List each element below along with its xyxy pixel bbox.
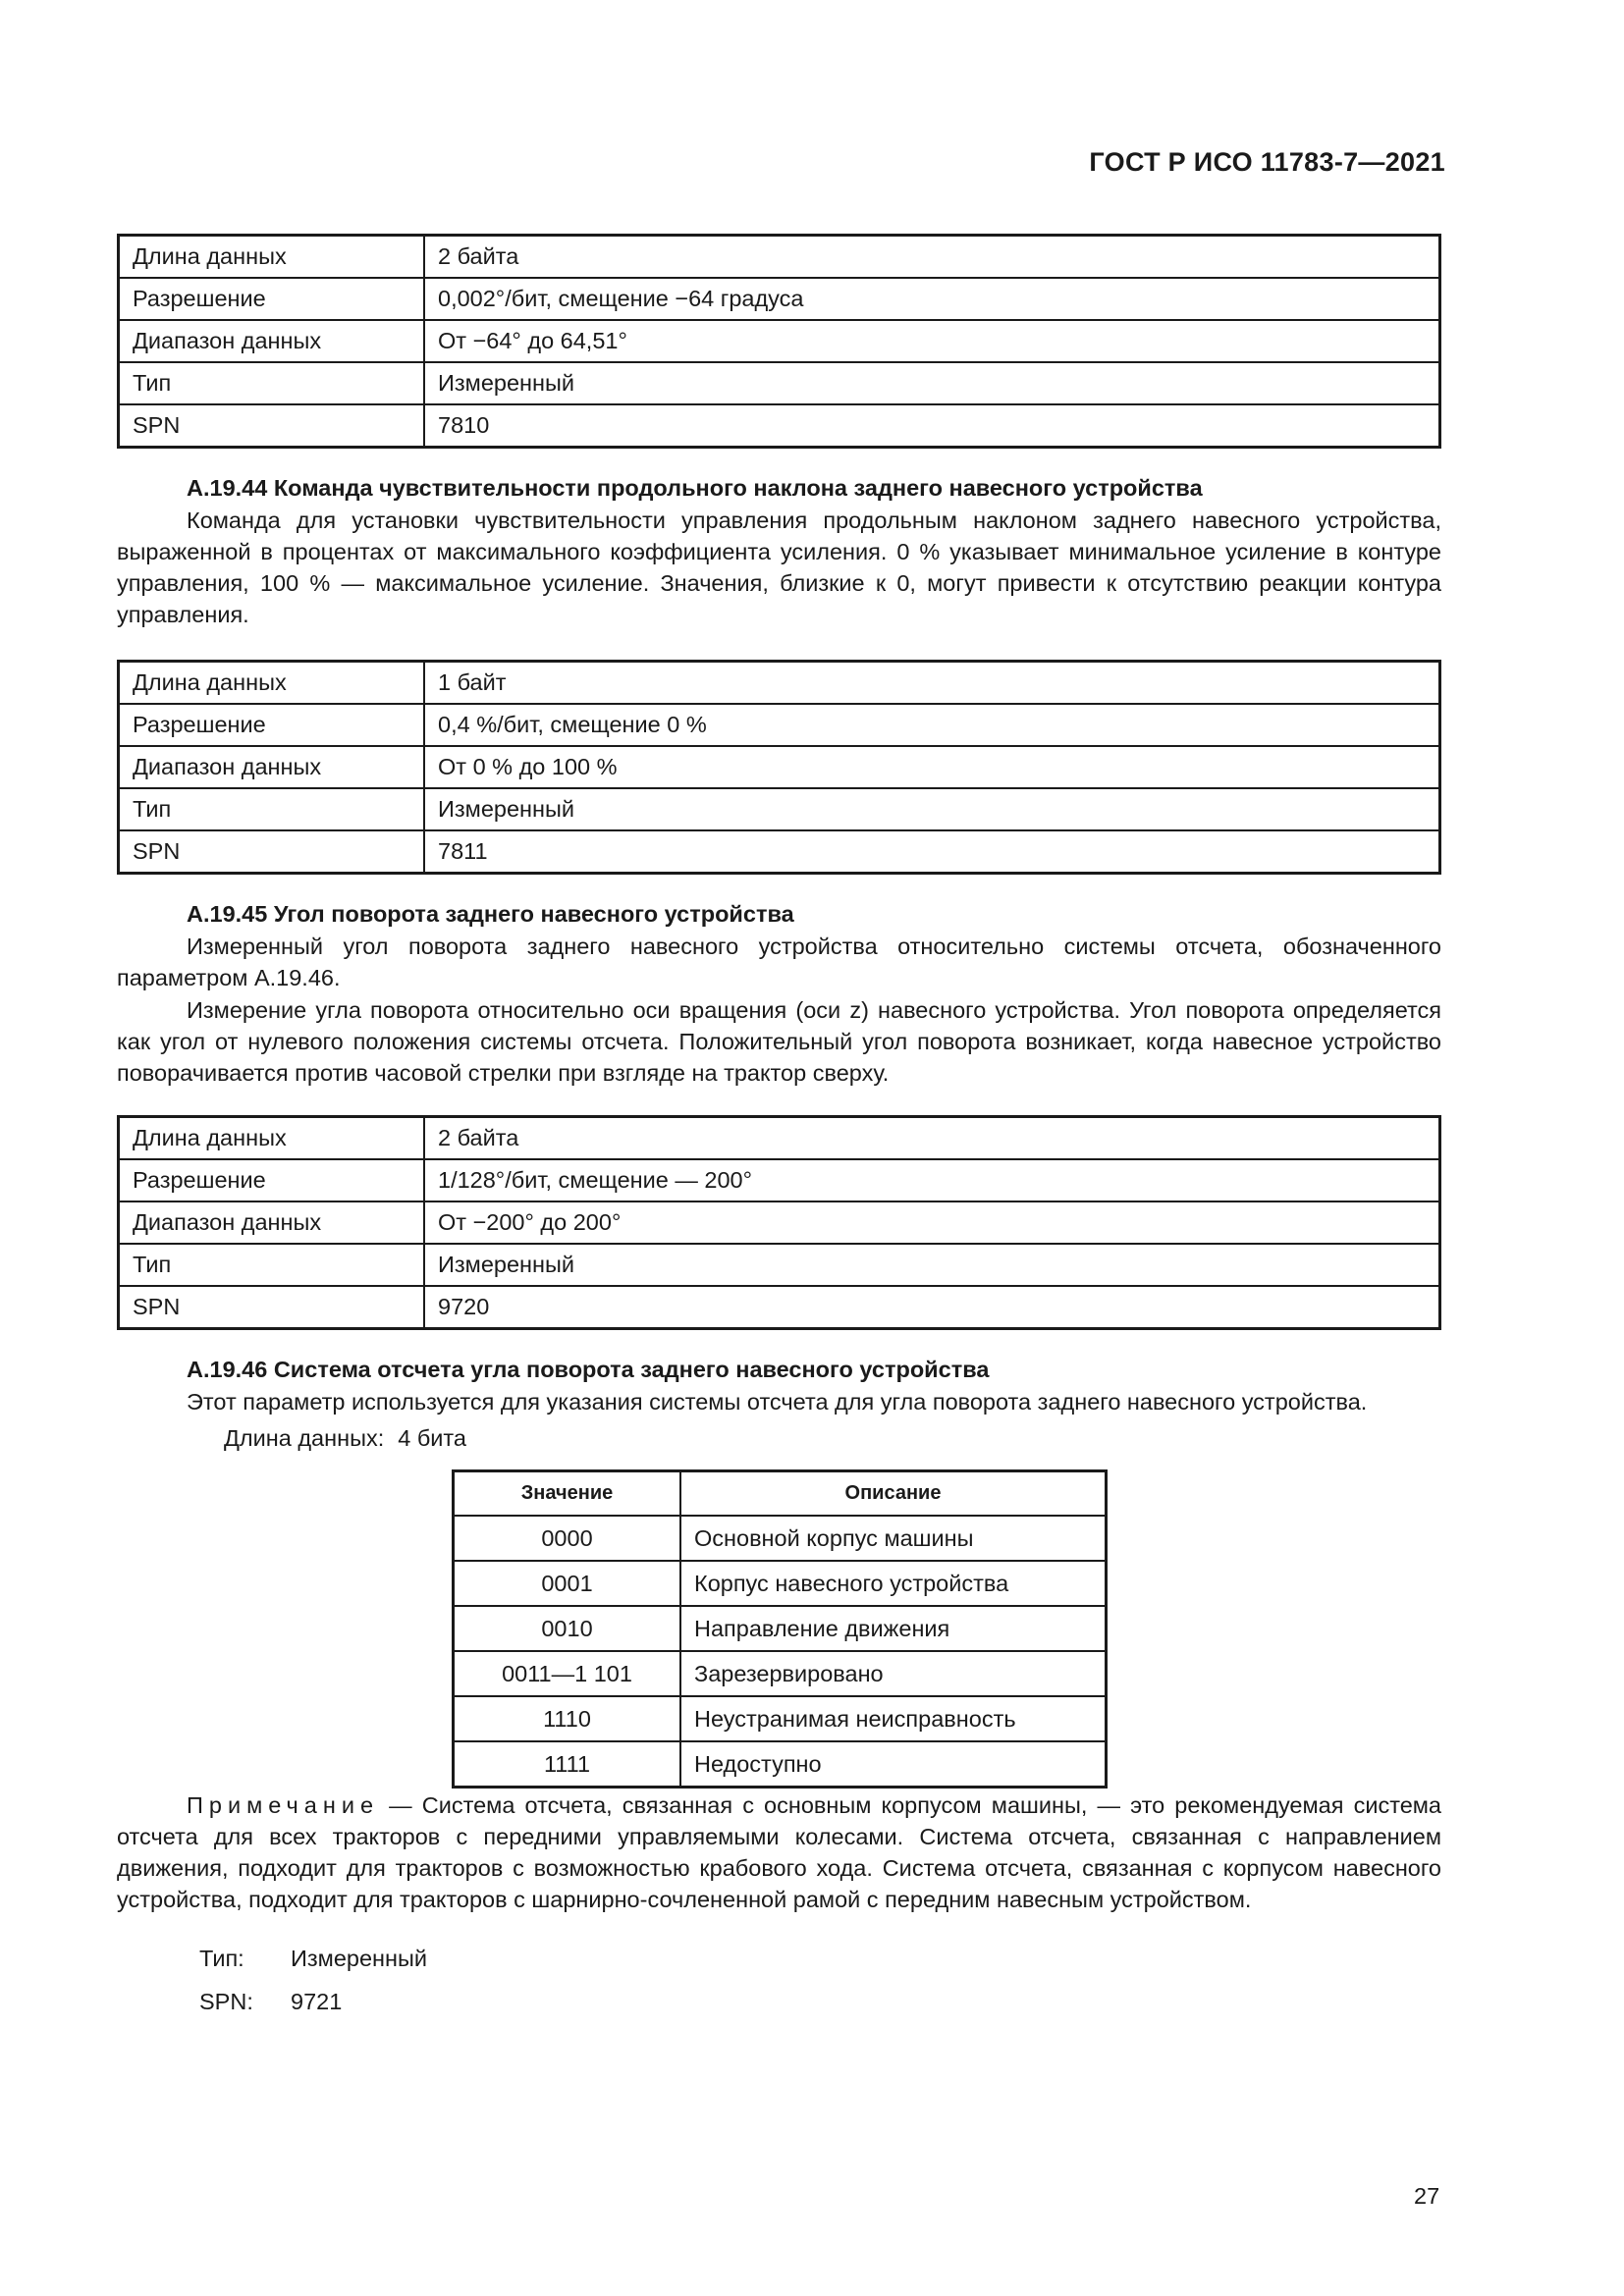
section-a19-45-text-2: Измерение угла поворота относительно оси вращения (оси z) навесного устройства. Угол поворота определяется как угол от нулевого положения системы отсчета. Положительный угол поворота возникает, когда навесное устройство поворачивается против часовой стрелки при взгляде на трактор сверху. bbox=[117, 997, 1441, 1086]
type-line bbox=[199, 1946, 427, 1972]
description-cell: Зарезервировано bbox=[680, 1651, 1107, 1696]
spn-label: SPN: bbox=[199, 1989, 253, 2014]
note-paragraph bbox=[117, 1789, 1441, 1915]
table-row bbox=[119, 1117, 1440, 1160]
parameter-table-1 bbox=[117, 234, 1441, 449]
description-cell: Корпус навесного устройства bbox=[680, 1561, 1107, 1606]
reference-system-codes-table bbox=[452, 1469, 1108, 1789]
data-length-line bbox=[224, 1425, 466, 1452]
table-row bbox=[454, 1651, 1107, 1696]
spn-line bbox=[199, 1989, 342, 2015]
section-a19-45-text-1: Измеренный угол поворота заднего навесного устройства относительно системы отсчета, обозначенного параметром А.19.46. bbox=[117, 934, 1441, 990]
type-value: Измеренный bbox=[291, 1946, 428, 1971]
table-row bbox=[119, 662, 1440, 705]
table-cell-label: Тип bbox=[119, 1244, 425, 1286]
table-cell-value: 7810 bbox=[424, 404, 1440, 448]
description-cell: Неустранимая неисправность bbox=[680, 1696, 1107, 1741]
table-cell-value: 1 байт bbox=[424, 662, 1440, 705]
table-cell-label: Разрешение bbox=[119, 278, 425, 320]
table-row bbox=[119, 404, 1440, 448]
table-cell-value: 7811 bbox=[424, 830, 1440, 874]
table-cell-label: Тип bbox=[119, 788, 425, 830]
code-cell: 0011—1 101 bbox=[454, 1651, 681, 1696]
data-length-label: Длина данных: bbox=[224, 1425, 385, 1451]
description-cell: Направление движения bbox=[680, 1606, 1107, 1651]
table-cell-value: Измеренный bbox=[424, 1244, 1440, 1286]
type-label: Тип: bbox=[199, 1946, 244, 1971]
table-row bbox=[119, 704, 1440, 746]
page-number: 27 bbox=[1414, 2183, 1440, 2209]
table-row bbox=[454, 1696, 1107, 1741]
section-a19-44-text: Команда для установки чувствительности управления продольным наклоном заднего навесного устройства, выраженной в процентах от максимального коэффициента усиления. 0 % указывает минимальное усиление в контуре управления, 100 % — максимальное усиление. Значения, близкие к 0, могут привести к отсутствию реакции контура управления. bbox=[117, 507, 1441, 627]
table-cell-label: Диапазон данных bbox=[119, 320, 425, 362]
table-row bbox=[119, 362, 1440, 404]
table-cell-label: Тип bbox=[119, 362, 425, 404]
table-cell-value: 9720 bbox=[424, 1286, 1440, 1329]
table-row bbox=[119, 1201, 1440, 1244]
table-row bbox=[119, 236, 1440, 279]
table-cell-value: Измеренный bbox=[424, 788, 1440, 830]
table-cell-label: SPN bbox=[119, 404, 425, 448]
table-row bbox=[119, 278, 1440, 320]
document-id-header: ГОСТ Р ИСО 11783-7—2021 bbox=[1089, 147, 1445, 177]
code-cell: 0001 bbox=[454, 1561, 681, 1606]
note-label: Примечание bbox=[187, 1792, 380, 1818]
code-cell: 0000 bbox=[454, 1516, 681, 1561]
column-header-code: Значение bbox=[454, 1471, 681, 1517]
table-cell-label: SPN bbox=[119, 830, 425, 874]
table-cell-value: 2 байта bbox=[424, 236, 1440, 279]
table-header-row bbox=[454, 1471, 1107, 1517]
table-row bbox=[119, 788, 1440, 830]
table-cell-value: 0,002°/бит, смещение −64 градуса bbox=[424, 278, 1440, 320]
table-cell-label: Длина данных bbox=[119, 1117, 425, 1160]
table-cell-value: 0,4 %/бит, смещение 0 % bbox=[424, 704, 1440, 746]
section-title-a19-44: А.19.44 Команда чувствительности продольного наклона заднего навесного устройства bbox=[187, 475, 1203, 501]
data-length-value: 4 бита bbox=[398, 1425, 467, 1451]
table-row bbox=[454, 1561, 1107, 1606]
table-cell-label: Разрешение bbox=[119, 704, 425, 746]
table-row bbox=[119, 1159, 1440, 1201]
spn-value: 9721 bbox=[291, 1989, 343, 2014]
table-cell-label: Разрешение bbox=[119, 1159, 425, 1201]
note-text: — Система отсчета, связанная с основным корпусом машины, — это рекомендуемая система отсчета для всех тракторов с передними управляемыми колесами. Система отсчета, связанная с направлением движения, подходит для тракторов с возможностью крабового хода. Система отсчета, связанная с корпусом навесного устройства, подходит для тракторов с шарнирно-сочлененной рамой с передним навесным устройством. bbox=[117, 1792, 1441, 1912]
table-cell-label: Длина данных bbox=[119, 236, 425, 279]
table-row bbox=[119, 746, 1440, 788]
table-cell-value: 1/128°/бит, смещение — 200° bbox=[424, 1159, 1440, 1201]
section-a19-46-text: Этот параметр используется для указания системы отсчета для угла поворота заднего навесного устройства. bbox=[187, 1389, 1368, 1415]
table-cell-value: От 0 % до 100 % bbox=[424, 746, 1440, 788]
table-cell-label: Диапазон данных bbox=[119, 746, 425, 788]
section-title-a19-45: А.19.45 Угол поворота заднего навесного устройства bbox=[187, 901, 794, 927]
table-cell-value: 2 байта bbox=[424, 1117, 1440, 1160]
table-cell-label: Длина данных bbox=[119, 662, 425, 705]
column-header-description: Описание bbox=[680, 1471, 1107, 1517]
table-cell-value: От −200° до 200° bbox=[424, 1201, 1440, 1244]
code-cell: 1110 bbox=[454, 1696, 681, 1741]
table-cell-value: Измеренный bbox=[424, 362, 1440, 404]
table-cell-value: От −64° до 64,51° bbox=[424, 320, 1440, 362]
section-title-a19-46: А.19.46 Система отсчета угла поворота заднего навесного устройства bbox=[187, 1357, 990, 1382]
table-row bbox=[454, 1606, 1107, 1651]
code-cell: 0010 bbox=[454, 1606, 681, 1651]
table-row bbox=[454, 1741, 1107, 1788]
description-cell: Основной корпус машины bbox=[680, 1516, 1107, 1561]
parameter-table-3 bbox=[117, 1115, 1441, 1330]
table-row bbox=[119, 320, 1440, 362]
description-cell: Недоступно bbox=[680, 1741, 1107, 1788]
code-cell: 1111 bbox=[454, 1741, 681, 1788]
parameter-table-2 bbox=[117, 660, 1441, 875]
table-row bbox=[119, 1244, 1440, 1286]
table-row bbox=[119, 830, 1440, 874]
table-row bbox=[119, 1286, 1440, 1329]
table-row bbox=[454, 1516, 1107, 1561]
table-cell-label: Диапазон данных bbox=[119, 1201, 425, 1244]
table-cell-label: SPN bbox=[119, 1286, 425, 1329]
